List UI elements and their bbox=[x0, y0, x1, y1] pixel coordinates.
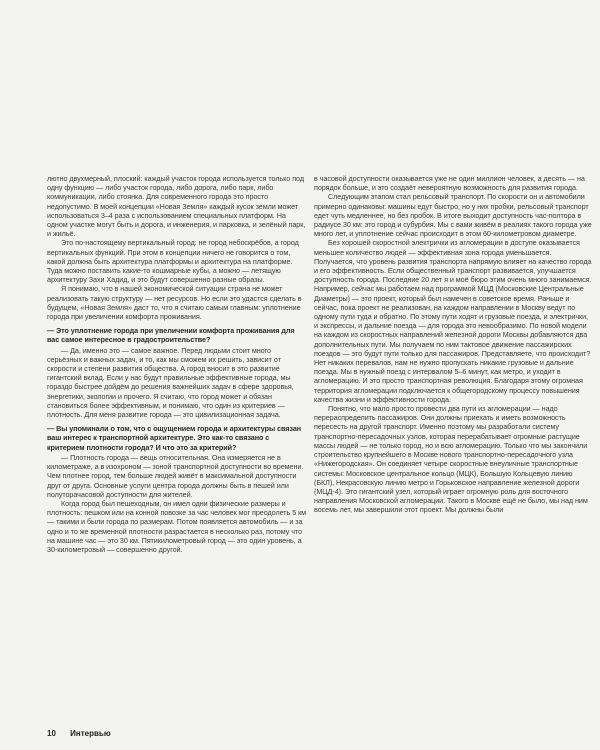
section-title: Интервью bbox=[70, 729, 111, 738]
interview-answer: — Плотность города — вещь относительная. Она измеряется не в километраже, а в изохроном — зоной транспортной доступности во времени. Чем плотнее город, тем больше людей живёт в максимальной доступности друг от друга. Основные услуги центра города должны быть в пешей или полуторачасовой доступности для жителей. bbox=[47, 452, 304, 499]
paragraph: лютно двухмерный, плоский: каждый участок города используется только под одну функцию — либо участок города, либо дорога, либо парк, либо коммуникации, либо стоянка. Для современного города это просто недопустимо. В моей концепции «Новая Земля» каждый кусок земли может использоваться 3–4 раза с использованием специальных платформ. На одном участке могут быть и дорога, и инженерия, и парковка, и зелёный парк, и жильё. bbox=[47, 174, 306, 239]
paragraph: в часовой доступности оказывается уже не один миллион человек, а десять — на порядок больше, и это создаёт невероятную возможность для развития города. bbox=[314, 174, 585, 193]
paragraph: Следующим этапом стал рельсовый транспорт. По скорости он и автомобили примерно одинаковы: машины едут быстро, но у них пробки, рельсовый транспорт едет чуть медленнее, но без пробок. В итоге выходит доступность час-полтора в радиусе 30 км: это город и субурбия. Мы с вами живём в реалиях такого города уже много лет, и уплотнение сейчас происходит в этом 60-километровом диаметре. bbox=[314, 192, 592, 239]
paragraph: Когда город был пешеходным, он имел одни физические размеры и плотность: пешком или на конной повозке за час человек мог преодолеть 5 км — такими и были города по размерам. Потом появляется автомобиль — и за одно и то же временной плотности разрастается в несколько раз, потому что на машине час — это 30 км. Пятикилометровый город — это один уровень, а 30-километровый — совершенно другой. bbox=[47, 498, 307, 554]
paragraph: Это по-настоящему вертикальный город: не город небоскрёбов, а город вертикальных функций. При этом в концепции ничего не говорится о том, какой должна быть архитектура платформы и архитектура на платформе. Туда можно поставить какие-то кошмарные кубы, а можно — летящую архитектуру Захи Хадид, и это будут совершенно разные образы. bbox=[47, 238, 299, 285]
page-footer bbox=[47, 729, 111, 738]
interview-question: — Это уплотнение города при увеличении комфорта проживания для вас самое интересное в градостроительстве? bbox=[47, 326, 295, 345]
interview-question: — Вы упоминали о том, что с ощущением города и архитектуры связан ваш интерес к транспортной архитектуре. Это как-то связано с критерием плотности города? И что это за критерий? bbox=[47, 424, 302, 452]
right-column bbox=[314, 174, 592, 515]
left-column bbox=[47, 174, 307, 554]
interview-answer: — Да, именно это — самое важное. Перед людьми стоит много серьёзных и важных задач, и то, как мы сможем их решить, зависит от скорости и степени развития общества. А город вносит в это развитие гигантский вклад. Если у нас будут правильные эффективные города, мы гораздо быстрее дойдём до решения важнейших задач в сфере здоровья, энергетики, экологии и прочего. Я считаю, что город может и обязан становиться более эффективным, и понимаю, что один из критериев — плотность. Для меня развитие города — это цивилизационная задача. bbox=[47, 345, 294, 420]
paragraph: Я понимаю, что в нашей экономической ситуации страна не может реализовать такую структуру — нет ресурсов. Но если это удастся сделать в будущем, «Новая Земля» даст то, что я считаю самым главным: уплотнение города при увеличении комфорта проживания. bbox=[47, 284, 302, 322]
paragraph: Понятно, что мало просто провести два пути из агломерации — надо перераспределить пассажиров. Они должны приехать и иметь возможность пересесть на другой транспорт. Именно поэтому мы разработали систему транспортно-пересадочных узлов, которая перерабатывает огромные растущие массы людей — не только город, но и всю агломерацию. Только что мы закончили строительство крупнейшего в Москве нового транспортно-пересадочного узла «Нижегородская». Он соединяет четыре скоростные внеуличные транспортные системы: Московское центральное кольцо (МЦК), Большую Кольцевую линию (БКЛ), Некрасовскую линию метро и Горьковское направление железной дороги (МЦД-4). Это гигантский узел, который играет огромную роль для восточного направления Московской агломерации. Такого в Москве ещё не было, мы над ним восемь лет, мы завершили этот проект. Мы должны были bbox=[314, 404, 588, 515]
page-number: 10 bbox=[47, 729, 56, 738]
paragraph: Без хорошей скоростной электрички из агломерации в доступе оказывается меньшее количество людей — эффективная зона города уменьшается. Получается, что уровень развития транспорта напрямую влияет на качество города и его эффективность. Если общественный транспорт развивается, улучшается доступность города. Последние 20 лет я и моё бюро этим очень много занимаемся. Например, сейчас мы работаем над программой МЦД (Московские Центральные Диаметры) — это проект, который был намечен в советское время. Раньше и сейчас, пока проект не реализован, на каждом направлении в Москву ведут по одному пути туда и обратно. По этому пути ходят и грузовые поезда, и электрички, и экспрессы, и дальние поезда — для города это невообразимо. По новой модели на каждом из скоростных направлений железной дороги Москвы добавляются два дополнительных пути. Мы получаем по ним тактовое движение пассажирских поездов — это будут пути только для пассажиров. Представляете, что происходит? Нет никаких перевалов, нам не нужно пропускать никакие грузовые и дальние поезда. Мы в нужный поезд с интервалом 5–6 минут, как метро, и уходит в агломерацию. И это просто транспортная революция. Благодаря этому огромная территория агломерации подключается к общегородскому процессу повышения качества жизни и эффективности города. bbox=[314, 238, 592, 404]
